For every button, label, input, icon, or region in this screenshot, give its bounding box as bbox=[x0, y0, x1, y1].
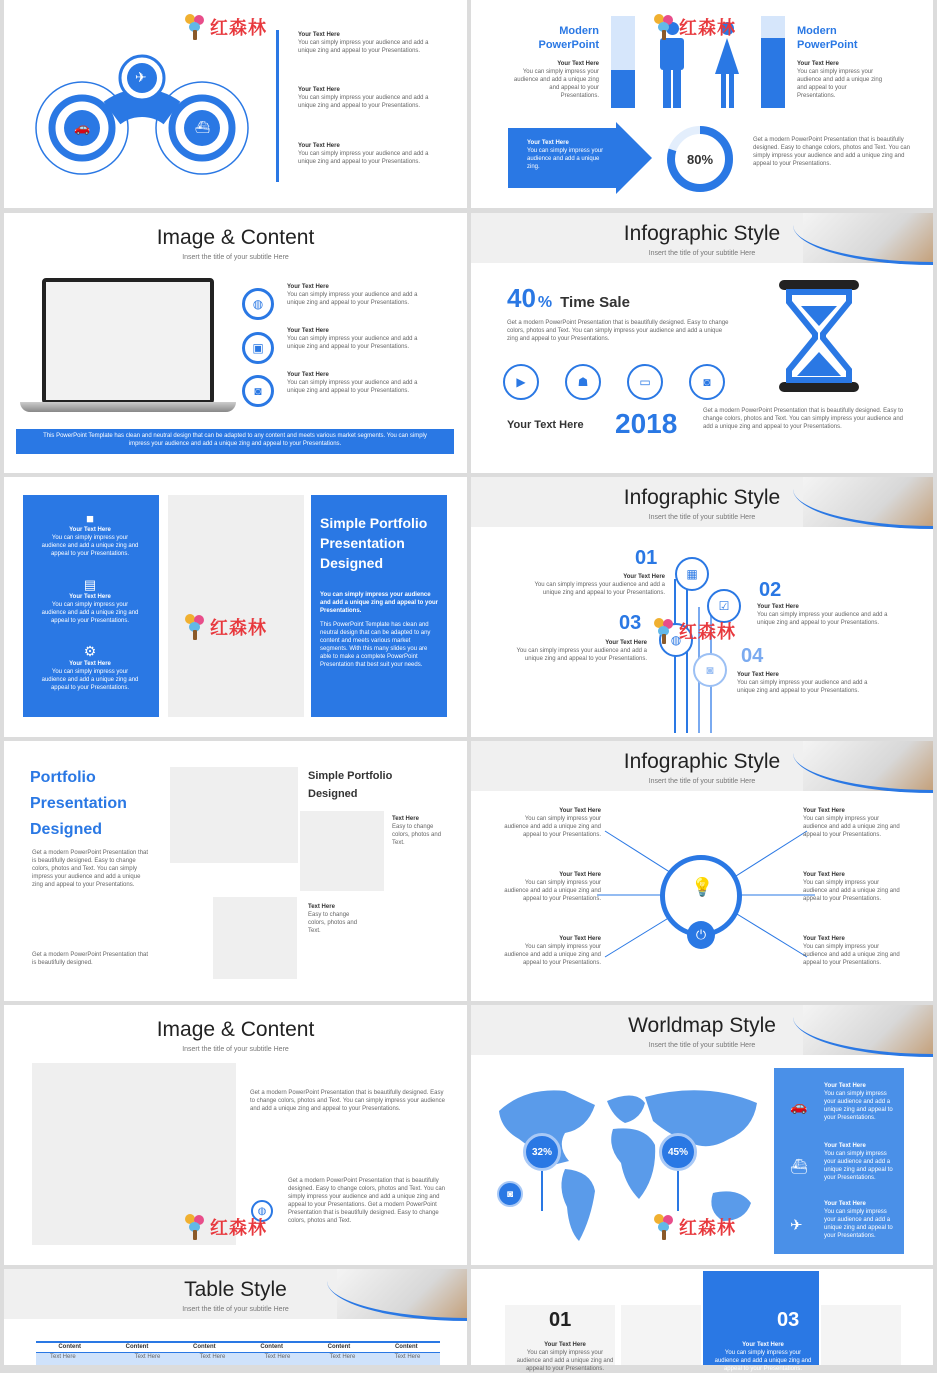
slide-subtitle: Insert the title of your subtitle Here bbox=[182, 1306, 289, 1313]
panel-title: Simple Portfolio Presentation Designed bbox=[320, 515, 428, 571]
watermark-1: 红森林 bbox=[183, 14, 267, 40]
airplane-icon: ✈ bbox=[790, 1217, 803, 1234]
globe-icon[interactable]: ◍ bbox=[242, 288, 274, 320]
text-item-3: Your Text Here You can simply impress your audience and add a unique zing and appeal to your Presentations. bbox=[287, 372, 418, 394]
paragraph-2: Get a modern PowerPoint Presentation that is beautifully designed. Easy to change colors, photos and Text. You can simply impress your audience and add a unique zing and appeal to your Presentations. Get a modern PowerPoint Presentation that is beautifully designed. Easy to change colors, photos and Text. bbox=[288, 1178, 446, 1224]
video-icon[interactable]: ▣ bbox=[242, 332, 274, 364]
tree-logo-icon bbox=[183, 614, 207, 640]
left-title: Modern PowerPoint bbox=[538, 25, 599, 51]
slide-subtitle: Insert the title of your subtitle Here bbox=[648, 250, 756, 257]
slide-subtitle: Insert the title of your subtitle Here bbox=[648, 778, 756, 785]
pin-32[interactable]: 32% bbox=[523, 1133, 561, 1171]
card-3-number: 03 bbox=[777, 1309, 800, 1331]
play-icon[interactable]: ▶ bbox=[503, 364, 539, 400]
tree-logo-icon bbox=[652, 14, 676, 40]
slide-12[interactable]: 01 Your Text Here You can simply impress your audience and add a unique zing and appeal to your Presentations. 03 Your Text Here You can simply impress your audience and add a unique zing and appeal to your Presentations. bbox=[471, 1269, 933, 1365]
airplane-icon: ✈ bbox=[135, 69, 147, 85]
desc-2: Get a modern PowerPoint Presentation that is beautifully designed. bbox=[32, 952, 149, 966]
text-block-1: Your Text Here You can simply impress your audience and add a unique zing and appeal to your Presentations. bbox=[298, 32, 429, 54]
tree-logo-icon bbox=[183, 1214, 207, 1240]
item-01-text: Your Text Here You can simply impress your audience and add a unique zing and appeal to your Presentations. bbox=[534, 574, 665, 596]
slide-5[interactable] bbox=[4, 477, 467, 737]
video-camera-icon: ■ bbox=[86, 511, 94, 526]
donut-value: 80% bbox=[686, 152, 714, 167]
left-text: Your Text Here You can simply impress your audience and add a unique zing and appeal to your Presentations. bbox=[513, 61, 599, 99]
tree-logo-icon bbox=[652, 618, 676, 644]
slide-subtitle: Insert the title of your subtitle Here bbox=[648, 1042, 756, 1049]
slide-4[interactable] bbox=[471, 213, 933, 473]
watermark-4: 红森林 bbox=[652, 618, 736, 644]
right-panel: Simple Portfolio Presentation Designed You can simply impress your audience and add a unique zing and appeal to your Presentations. This PowerPoint Template has clean and neutral design that can be adapted to any content and meets various market segments. With this many slides you are able to make a complete PowerPoint Presentation that best suit your needs. bbox=[311, 495, 447, 717]
tree-logo-icon bbox=[183, 14, 207, 40]
text-block-3: Your Text Here You can simply impress your audience and add a unique zing and appeal to your Presentations. bbox=[298, 143, 429, 165]
number-03: 03 bbox=[619, 612, 642, 634]
left-bar bbox=[611, 16, 635, 108]
table-header-row: Content Content Content Content Content Content bbox=[36, 1341, 440, 1353]
text-item-2: Your Text Here You can simply impress your audience and add a unique zing and appeal to your Presentations. bbox=[287, 328, 418, 350]
globe-icon[interactable]: ◍ bbox=[251, 1200, 273, 1222]
year-desc: Get a modern PowerPoint Presentation that is beautifully designed. Easy to change colors, photos and Text. You can simply impress your audience and add a unique zing and appeal to your Presentations. bbox=[703, 408, 904, 430]
vertical-divider bbox=[276, 30, 279, 182]
feature-3: ⚙ Your Text Here You can simply impress your audience and add a unique zing and appeal to your Presentations. bbox=[41, 643, 139, 691]
image-placeholder-3 bbox=[213, 897, 297, 979]
slide-title: Infographic Style bbox=[623, 486, 781, 509]
paragraph-1: Get a modern PowerPoint Presentation that is beautifully designed. Easy to change colors, photos and Text. You can simply impress your audience and add a unique zing and appeal to your Presentations. bbox=[250, 1090, 446, 1112]
slide-subtitle: Insert the title of your subtitle Here bbox=[182, 254, 289, 261]
text-item-1: Your Text Here You can simply impress your audience and add a unique zing and appeal to your Presentations. bbox=[287, 284, 418, 306]
slide-title: Image & Content bbox=[156, 1018, 315, 1041]
feature-2: ▤ Your Text Here You can simply impress your audience and add a unique zing and appeal to your Presentations. bbox=[41, 577, 139, 624]
image-icon[interactable]: ▭ bbox=[627, 364, 663, 400]
number-02: 02 bbox=[759, 579, 782, 601]
slide-11[interactable] bbox=[4, 1269, 467, 1365]
year: 2018 bbox=[615, 408, 678, 439]
number-01: 01 bbox=[635, 547, 658, 569]
slide-title: Portfolio Presentation Designed bbox=[30, 769, 127, 838]
pin-45[interactable]: 45% bbox=[659, 1133, 697, 1171]
slide-title: Worldmap Style bbox=[628, 1014, 776, 1037]
card-2 bbox=[621, 1305, 701, 1365]
number-04: 04 bbox=[741, 645, 764, 667]
globe-circle-icon[interactable]: ◍ bbox=[659, 623, 693, 657]
ship-icon: ⛴ bbox=[195, 120, 211, 134]
spoke-text-2: Your Text Here You can simply impress your audience and add a unique zing and appeal to your Presentations. bbox=[504, 872, 601, 902]
spoke-text-1: Your Text Here You can simply impress your audience and add a unique zing and appeal to your Presentations. bbox=[504, 808, 601, 838]
book-circle-icon[interactable]: ▦ bbox=[675, 557, 709, 591]
right-text: Your Text Here You can simply impress your audience and add a unique zing and appeal to your Presentations. bbox=[797, 61, 883, 99]
headline: 40 % Time Sale bbox=[507, 283, 630, 313]
watermark-6: 红森林 bbox=[652, 1214, 736, 1240]
power-icon[interactable]: ⏻ bbox=[687, 921, 715, 949]
slide-title: Infographic Style bbox=[623, 750, 781, 773]
image-placeholder bbox=[168, 495, 304, 717]
sub-title: Simple Portfolio Designed bbox=[308, 770, 393, 800]
card-1-number: 01 bbox=[549, 1309, 572, 1331]
watermark-5: 红森林 bbox=[183, 1214, 267, 1240]
spoke-text-6: Your Text Here You can simply impress your audience and add a unique zing and appeal to your Presentations. bbox=[803, 936, 900, 966]
ship-icon: ⛴ bbox=[790, 1158, 808, 1174]
text-label: Your Text Here bbox=[507, 419, 584, 431]
right-title: Modern PowerPoint bbox=[797, 25, 858, 51]
desc-1: Get a modern PowerPoint Presentation that is beautifully designed. Easy to change colors, photos and Text. You can simply impress your audience and add a unique zing and appeal to your Presentations. bbox=[32, 850, 149, 888]
slide-title: Table Style bbox=[184, 1278, 287, 1301]
slide-6[interactable] bbox=[471, 477, 933, 737]
spoke-text-5: Your Text Here You can simply impress your audience and add a unique zing and appeal to your Presentations. bbox=[803, 872, 900, 902]
circle-diagram bbox=[32, 28, 272, 193]
slide-title: Infographic Style bbox=[623, 222, 781, 245]
camera-pin-icon[interactable]: ◙ bbox=[497, 1181, 523, 1207]
slide-subtitle: Insert the title of your subtitle Here bbox=[648, 514, 756, 521]
camera-circle-icon[interactable]: ◙ bbox=[693, 653, 727, 687]
watermark-2: 红森林 bbox=[652, 14, 736, 40]
table bbox=[36, 1341, 440, 1365]
gear-icon: ⚙ bbox=[83, 643, 97, 659]
hourglass-icon bbox=[777, 278, 861, 394]
card-4 bbox=[821, 1305, 901, 1365]
car-icon: 🚗 bbox=[790, 1098, 808, 1114]
slide-title: Image & Content bbox=[156, 226, 315, 249]
arrow-text: Your Text Here You can simply impress your audience and add a unique zing. bbox=[527, 140, 604, 170]
photo-icon[interactable]: ◙ bbox=[689, 364, 725, 400]
laptop-icon bbox=[20, 278, 236, 418]
slide-8[interactable] bbox=[471, 741, 933, 1001]
item-03-text: Your Text Here You can simply impress your audience and add a unique zing and appeal to your Presentations. bbox=[516, 640, 647, 662]
tree-logo-icon bbox=[652, 1214, 676, 1240]
feature-1: ■ Your Text Here You can simply impress your audience and add a unique zing and appeal to your Presentations. bbox=[41, 511, 139, 557]
text-here-1: Text Here Easy to change colors, photos and Text. bbox=[392, 816, 442, 846]
lightbulb-icon: 💡 bbox=[691, 877, 714, 897]
slide-subtitle: Insert the title of your subtitle Here bbox=[182, 1046, 289, 1053]
car-icon: 🚗 bbox=[74, 120, 91, 135]
right-bar bbox=[761, 16, 785, 108]
text-here-2: Text Here Easy to change colors, photos and Text. bbox=[308, 904, 358, 934]
spoke-text-4: Your Text Here You can simply impress your audience and add a unique zing and appeal to your Presentations. bbox=[803, 808, 900, 838]
footer-band: This PowerPoint Template has clean and neutral design that can be adapted to any content and meets various market segments. You can simply impress your audience and add a unique zing and appeal to your Presentations. bbox=[16, 429, 454, 454]
watermark-3: 红森林 bbox=[183, 614, 267, 640]
item-02-text: Your Text Here You can simply impress your audience and add a unique zing and appeal to your Presentations. bbox=[757, 604, 888, 626]
headline-desc: Get a modern PowerPoint Presentation that is beautifully designed. Easy to change colors, photos and Text. You can simply impress your audience and add a unique zing and appeal to your Presentations. bbox=[507, 320, 729, 342]
spoke-text-3: Your Text Here You can simply impress your audience and add a unique zing and appeal to your Presentations. bbox=[504, 936, 601, 966]
book-icon: ▤ bbox=[83, 577, 97, 592]
checkbox-circle-icon[interactable]: ☑ bbox=[707, 589, 741, 623]
camera-icon[interactable]: ◙ bbox=[242, 375, 274, 407]
donut-desc: Get a modern PowerPoint Presentation that is beautifully designed. Easy to change colors, photos and Text. You can simply impress your audience and add a unique zing and appeal to your Presentations. bbox=[753, 137, 911, 167]
image-placeholder-1 bbox=[170, 767, 298, 863]
table-row: Text Here Text Here Text Here Text Here Text Here Text Here bbox=[36, 1353, 440, 1365]
side-panel: 🚗 Your Text Here You can simply impress your audience and add a unique zing and appeal to your Presentations. ⛴ Your Text Here You can simply impress your audience and add a unique zing and appeal to your Presentations. ✈ Your Text Here You can simply impress your audience and add a unique zing and appeal to your Presentations. bbox=[774, 1068, 904, 1254]
shop-icon[interactable]: ☗ bbox=[565, 364, 601, 400]
item-04-text: Your Text Here You can simply impress your audience and add a unique zing and appeal to your Presentations. bbox=[737, 672, 868, 694]
slide-3[interactable] bbox=[4, 213, 467, 473]
slide-7[interactable] bbox=[4, 741, 467, 1001]
image-placeholder-2 bbox=[300, 811, 384, 891]
text-block-2: Your Text Here You can simply impress your audience and add a unique zing and appeal to your Presentations. bbox=[298, 87, 429, 109]
